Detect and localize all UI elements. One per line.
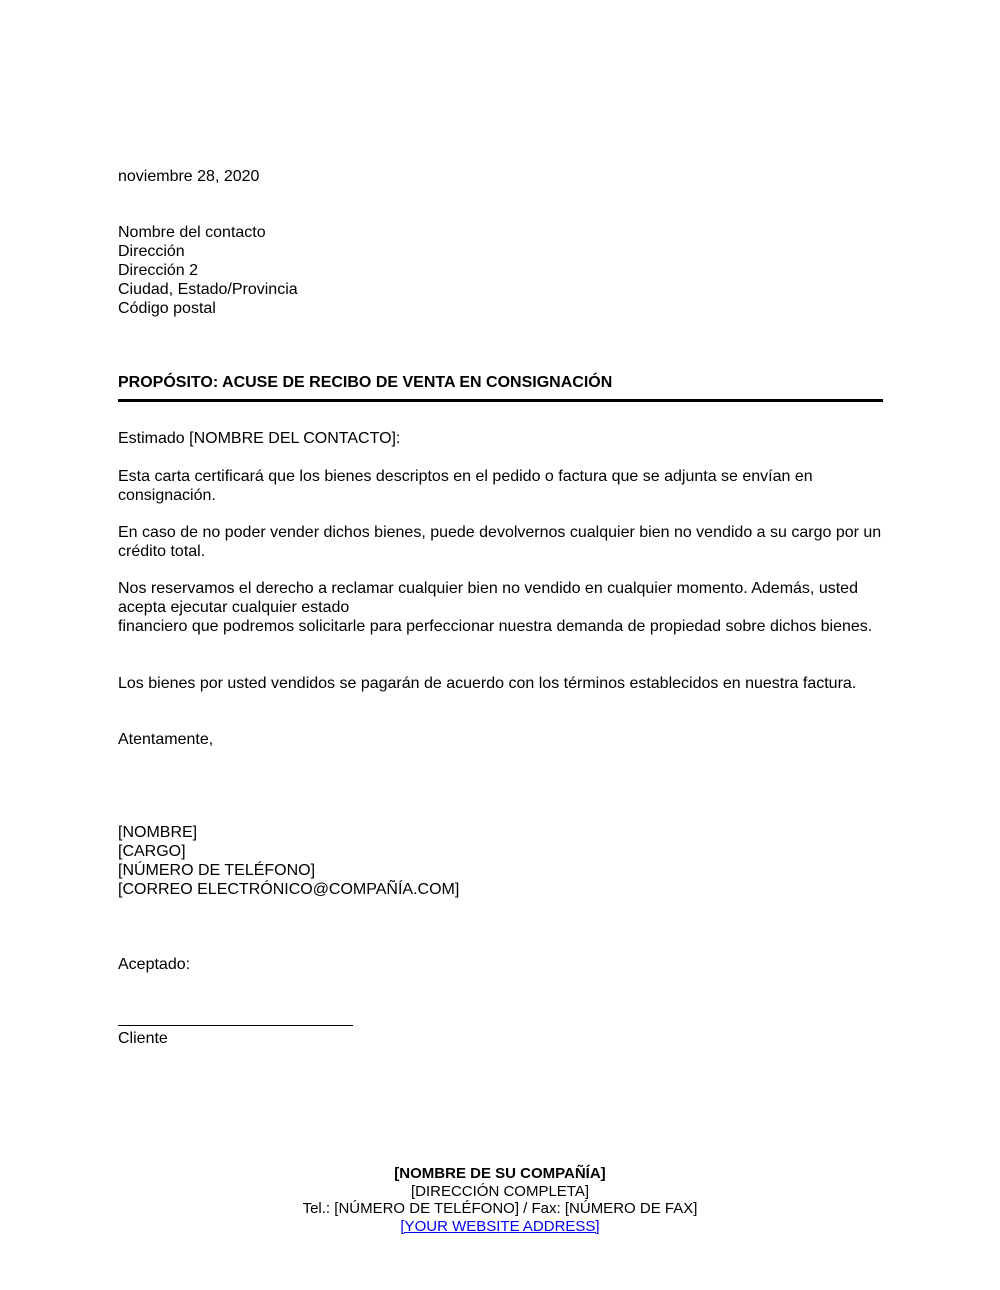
paragraph-1	[118, 467, 883, 505]
salutation	[118, 429, 883, 448]
accepted-text: Aceptado:	[118, 956, 191, 973]
recipient-address1: Dirección	[118, 243, 185, 260]
paragraph-2-text: En caso de no poder vender dichos bienes, puede devolvernos cualquier bien no vendido a su cargo por un crédito total.	[118, 524, 882, 560]
signature-email: [CORREO ELECTRÓNICO@COMPAÑÍA.COM]	[118, 881, 460, 898]
client-text: Cliente	[118, 1030, 168, 1047]
closing	[118, 730, 883, 749]
client-label	[118, 1029, 883, 1048]
paragraph-4	[118, 674, 883, 693]
footer-website-link[interactable]: [YOUR WEBSITE ADDRESS]	[400, 1217, 600, 1235]
footer-company-name: [NOMBRE DE SU COMPAÑÍA]	[394, 1165, 606, 1182]
closing-text: Atentamente,	[118, 731, 214, 748]
salutation-text: Estimado [NOMBRE DEL CONTACTO]:	[118, 430, 401, 447]
footer-contact: Tel.: [NÚMERO DE TELÉFONO] / Fax: [NÚMERO DE FAX]	[302, 1200, 698, 1217]
recipient-name: Nombre del contacto	[118, 224, 266, 241]
signature-name: [NOMBRE]	[118, 824, 198, 841]
footer-address: [DIRECCIÓN COMPLETA]	[410, 1182, 590, 1200]
signature-block	[118, 823, 883, 899]
paragraph-1-text: Esta carta certificará que los bienes descriptos en el pedido o factura que se adjunta se envían en consignación.	[118, 468, 813, 504]
paragraph-3-line2: financiero que podremos solicitarle para perfeccionar nuestra demanda de propiedad sobre dichos bienes.	[118, 618, 873, 635]
subject-divider	[118, 399, 883, 402]
recipient-postal-code: Código postal	[118, 300, 216, 317]
signature-phone: [NÚMERO DE TELÉFONO]	[118, 862, 316, 879]
signature-title: [CARGO]	[118, 843, 186, 860]
paragraph-3-line1: Nos reservamos el derecho a reclamar cualquier bien no vendido en cualquier momento. Además, usted acepta ejecutar cualquier estado	[118, 580, 858, 616]
letter-date	[118, 167, 883, 186]
date-text: noviembre 28, 2020	[118, 168, 260, 185]
recipient-address2: Dirección 2	[118, 262, 199, 279]
paragraph-4-text: Los bienes por usted vendidos se pagarán de acuerdo con los términos establecidos en nuestra factura.	[118, 675, 857, 692]
client-signature-line	[118, 1025, 353, 1026]
paragraph-2	[118, 523, 883, 561]
paragraph-3	[118, 579, 883, 636]
subject-heading: PROPÓSITO: ACUSE DE RECIBO DE VENTA EN CONSIGNACIÓN	[118, 374, 613, 391]
recipient-city-state: Ciudad, Estado/Provincia	[118, 281, 298, 298]
letter-footer	[0, 1165, 1000, 1235]
accepted-label	[118, 955, 883, 974]
recipient-address	[118, 223, 883, 318]
